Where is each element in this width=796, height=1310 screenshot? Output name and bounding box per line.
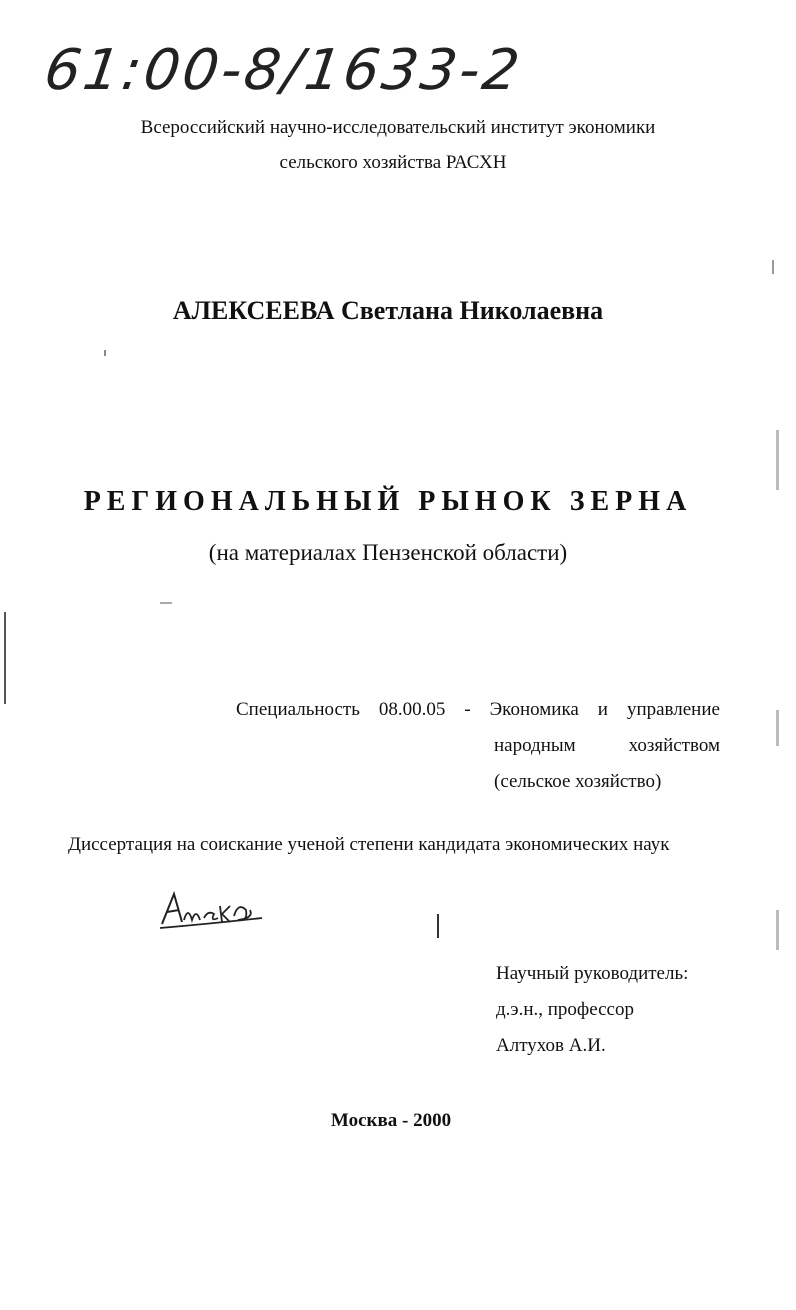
advisor-name: Алтухов А.И.	[496, 1035, 606, 1056]
scan-dot-right-3	[776, 710, 779, 746]
institution-line-1: Всероссийский научно-исследовательский институт экономики	[140, 117, 656, 138]
specialty-line-2-word-1: народным	[494, 735, 576, 756]
specialty-code: 08.00.05	[378, 699, 446, 720]
scan-dot-right-2	[776, 430, 779, 490]
dissertation-statement: Диссертация на соискание ученой степени кандидата экономических наук	[68, 834, 670, 855]
thesis-subtitle: (на материалах Пензенской области)	[208, 540, 568, 565]
specialty-label: Специальность	[236, 699, 360, 720]
thesis-title: РЕГИОНАЛЬНЫЙ РЫНОК ЗЕРНА	[83, 486, 693, 517]
scan-mark-left	[4, 612, 6, 704]
specialty-line-2-word-2: хозяйством	[628, 735, 720, 756]
advisor-degree: д.э.н., профессор	[496, 999, 634, 1020]
specialty-word-1: Экономика	[489, 699, 579, 720]
author-name: АЛЕКСЕЕВА Светлана Николаевна	[172, 296, 604, 325]
scan-dot-left	[104, 350, 106, 356]
advisor-heading: Научный руководитель:	[496, 963, 689, 984]
handwritten-signature	[158, 888, 268, 934]
scan-mark-center	[437, 914, 439, 938]
specialty-word-3: управление	[626, 699, 720, 720]
specialty-block	[236, 692, 720, 800]
specialty-line-3-text: (сельское хозяйство)	[494, 771, 662, 792]
specialty-word-2: и	[597, 699, 608, 720]
city-year: Москва - 2000	[330, 1110, 452, 1131]
archive-number-text: 61:00-8/1633-2	[40, 38, 527, 103]
specialty-line-3	[236, 764, 720, 800]
scan-dot-right-4	[776, 910, 779, 950]
advisor-block	[496, 956, 756, 1064]
institution-line-2: сельского хозяйства РАСХН	[279, 152, 507, 173]
scan-dot-mid	[160, 602, 172, 604]
scan-dot-right	[772, 260, 774, 274]
archive-number-handwritten	[38, 38, 527, 118]
specialty-line-2	[236, 728, 720, 764]
specialty-dash: -	[464, 699, 471, 720]
specialty-line-1	[236, 692, 720, 728]
